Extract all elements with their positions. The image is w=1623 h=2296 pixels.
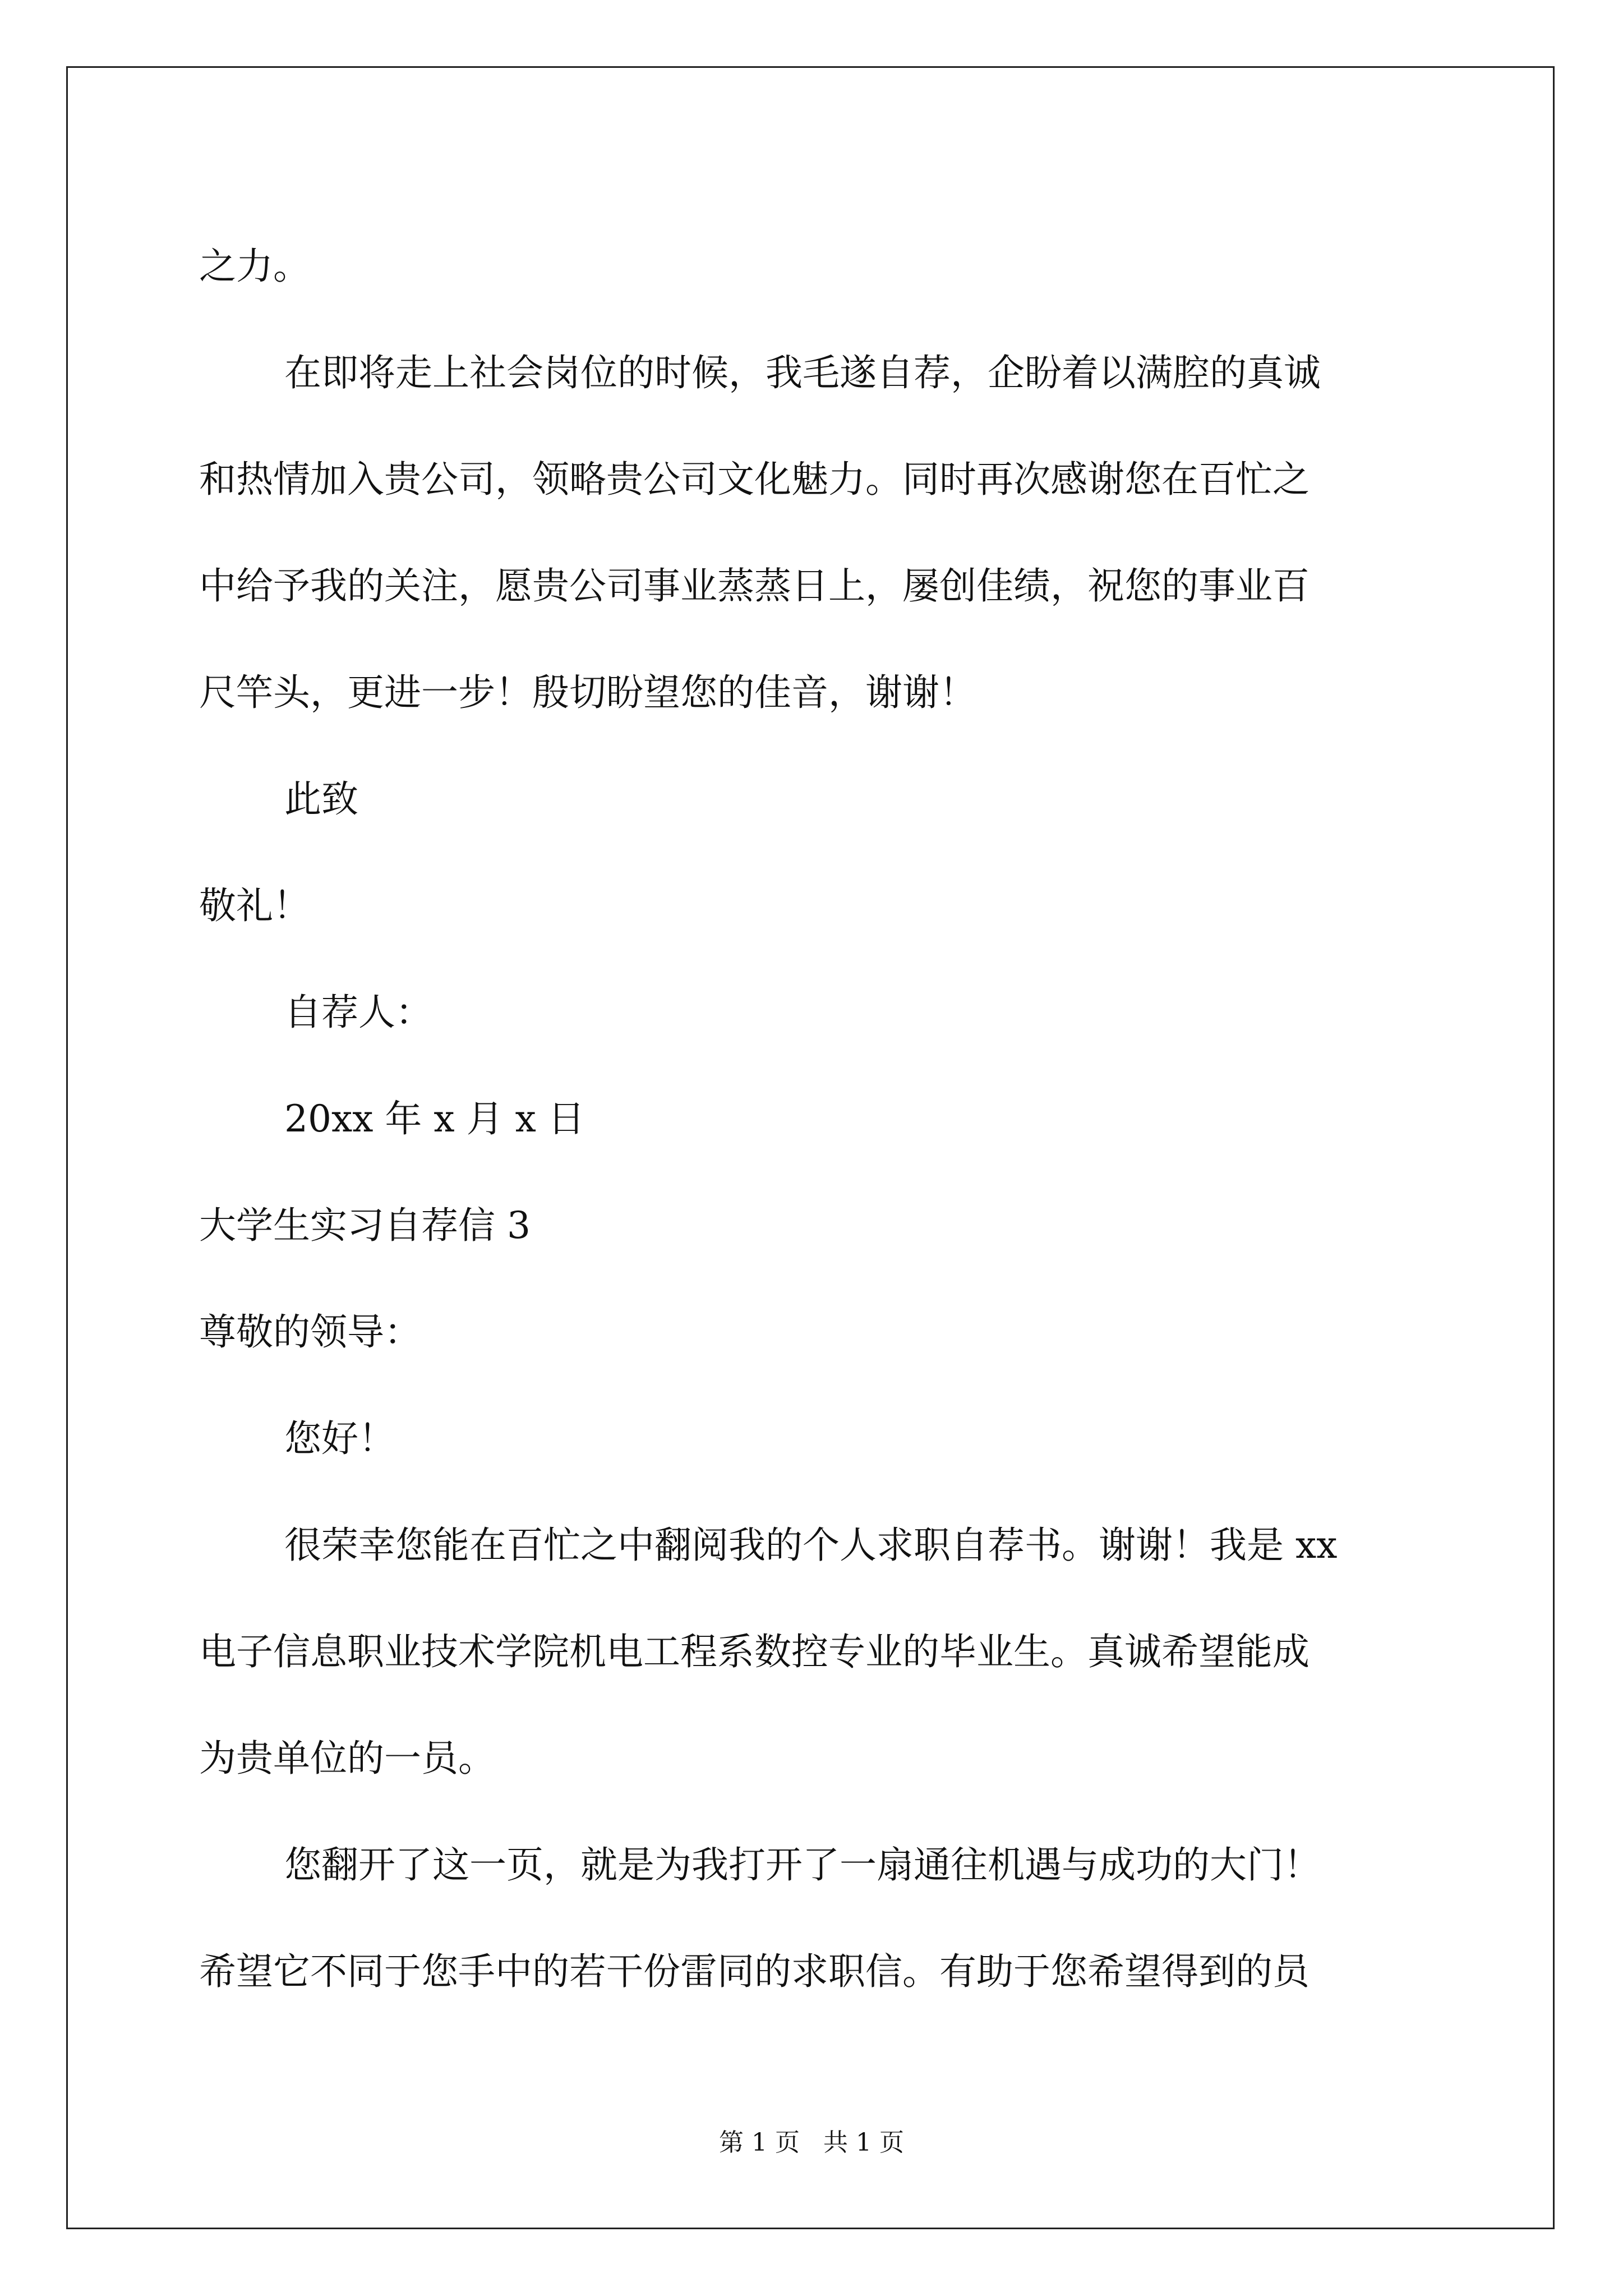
text-line: 为贵单位的一员。 bbox=[199, 1737, 495, 1780]
text-line: 尺竿头，更进一步！殷切盼望您的佳音，谢谢！ bbox=[199, 671, 976, 714]
signature-label: 自荐人： bbox=[284, 991, 432, 1034]
page-footer: 第 1 页 共 1 页 bbox=[719, 2128, 904, 2157]
date-line: 20xx 年 x 月 x 日 bbox=[284, 1097, 585, 1140]
document-body bbox=[199, 213, 1427, 2025]
closing-salutation: 此致 bbox=[284, 777, 358, 821]
text-line: 在即将走上社会岗位的时候，我毛遂自荐，企盼着以满腔的真诚 bbox=[284, 351, 1321, 394]
text-line: 之力。 bbox=[199, 245, 310, 288]
text-line: 很荣幸您能在百忙之中翻阅我的个人求职自荐书。谢谢！我是 xx bbox=[284, 1524, 1338, 1567]
text-line: 和热情加入贵公司，领略贵公司文化魅力。同时再次感谢您在百忙之 bbox=[199, 458, 1310, 501]
text-line: 电子信息职业技术学院机电工程系数控专业的毕业生。真诚希望能成 bbox=[199, 1630, 1310, 1673]
greeting-hello: 您好！ bbox=[284, 1417, 395, 1460]
closing-respect: 敬礼！ bbox=[199, 884, 310, 927]
text-line: 希望它不同于您手中的若干份雷同的求职信。有助于您希望得到的员 bbox=[199, 1950, 1310, 1993]
text-line: 中给予我的关注，愿贵公司事业蒸蒸日上，屡创佳绩，祝您的事业百 bbox=[199, 564, 1310, 608]
greeting: 尊敬的领导： bbox=[199, 1310, 421, 1354]
text-line: 您翻开了这一页，就是为我打开了一扇通往机遇与成功的大门！ bbox=[284, 1843, 1321, 1887]
section-title: 大学生实习自荐信 3 bbox=[199, 1204, 531, 1247]
